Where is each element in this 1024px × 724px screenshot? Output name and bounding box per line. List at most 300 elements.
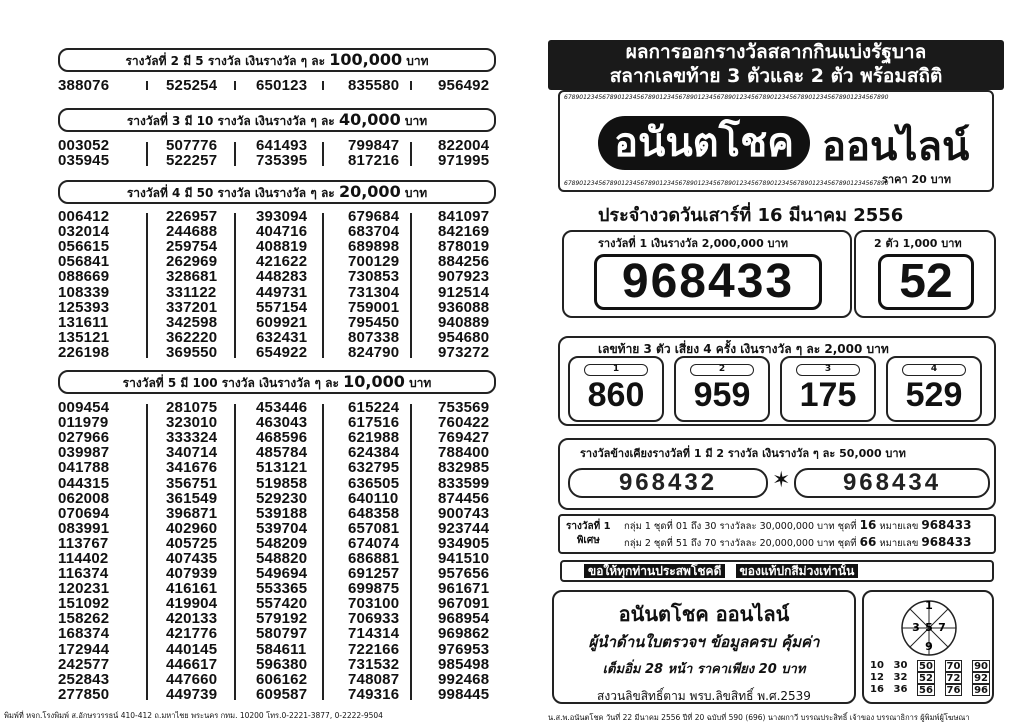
lottery-number: 323010 [166, 414, 218, 432]
stat-wheel [894, 596, 964, 658]
number-row [58, 687, 498, 702]
lottery-number: 936088 [438, 298, 490, 316]
lottery-number: 650123 [256, 77, 308, 95]
lottery-number: 108339 [58, 283, 110, 301]
ad-line-1: อนันตโชค ออนไลน์ [618, 602, 790, 626]
lottery-number: 961671 [438, 580, 490, 598]
lottery-number: 056841 [58, 253, 110, 271]
lottery-number: 795450 [348, 313, 400, 331]
lottery-number: 973272 [438, 343, 490, 361]
lottery-number: 158262 [58, 610, 110, 628]
number-row [58, 400, 498, 415]
column-divider [234, 404, 236, 700]
lottery-number: 640110 [348, 489, 399, 507]
lottery-number: 632431 [256, 328, 308, 346]
lottery-number: 884256 [438, 253, 490, 271]
stat-number: 72 [946, 673, 961, 684]
lottery-number: 116374 [58, 565, 109, 583]
stat-number: 10 [870, 660, 884, 671]
column-divider [322, 81, 324, 90]
number-row [58, 430, 498, 445]
column-divider [410, 404, 412, 700]
lottery-number: 735395 [256, 152, 308, 170]
stat-number: 50 [919, 661, 933, 672]
number-row [58, 475, 498, 490]
lottery-number: 759001 [348, 298, 400, 316]
lottery-number: 691257 [348, 565, 400, 583]
prize3-numbers [58, 138, 498, 168]
draw-tag: 3 [796, 364, 860, 376]
lottery-number: 749316 [348, 685, 400, 703]
two-digit-label: 2 ตัว 1,000 บาท [874, 237, 962, 250]
lottery-number: 402960 [166, 519, 218, 537]
special-row-2-text: กลุ่ม 2 ชุดที่ 51 ถึง 70 รางวัลละ 20,000,000 บาท ชุดที่ [624, 538, 857, 549]
near-prize-label: รางวัลข้างเคียงรางวัลที่ 1 มี 2 รางวัล เงินรางวัล ๆ ละ 50,000 บาท [580, 447, 906, 460]
lottery-number: 419904 [166, 595, 218, 613]
column-divider [322, 404, 324, 700]
wheel-digit: 3 [912, 621, 920, 634]
special-prize-box [558, 514, 996, 554]
lottery-number: 114402 [58, 549, 109, 567]
digit-strip-top: 6789012345678901234567890123456789012345678901234567890123456789012345678901234567890 [564, 94, 889, 101]
lottery-number: 657081 [348, 519, 400, 537]
stat-row [870, 672, 990, 684]
stat-number: 12 [870, 672, 884, 683]
special-row-1-number: 968433 [921, 518, 972, 532]
prize2-amount: 100,000 [329, 50, 403, 69]
lottery-number: 617516 [348, 414, 400, 432]
lottery-number: 700129 [348, 253, 400, 271]
number-row [58, 315, 498, 330]
lottery-number: 044315 [58, 474, 110, 492]
stat-number: 16 [870, 684, 884, 695]
lottery-number: 954680 [438, 328, 490, 346]
lottery-number: 448283 [256, 268, 308, 286]
lottery-number: 557420 [256, 595, 308, 613]
lottery-number: 842169 [438, 223, 490, 241]
lottery-number: 041788 [58, 459, 110, 477]
lottery-number: 992468 [438, 670, 490, 688]
lottery-number: 281075 [166, 399, 218, 417]
prize4-unit: บาท [404, 186, 428, 200]
lottery-number: 833599 [438, 474, 490, 492]
lottery-number: 841097 [438, 208, 490, 226]
prize3-amount: 40,000 [338, 110, 401, 129]
lottery-number: 714314 [348, 625, 400, 643]
lottery-number: 421776 [166, 625, 218, 643]
lottery-number: 388076 [58, 77, 110, 95]
digit-strip-bottom: 6789012345678901234567890123456789012345678901234567890123456789012345678901234567890 [564, 180, 889, 187]
lottery-number: 624384 [348, 444, 400, 462]
lottery-number: 447660 [166, 670, 218, 688]
lottery-number: 032014 [58, 223, 110, 241]
special-row-1-set: 16 [859, 518, 877, 532]
lottery-number: 027966 [58, 429, 110, 447]
brand-logo: อนันตโชค [598, 116, 810, 170]
lottery-number: 056615 [58, 238, 110, 256]
number-row [58, 460, 498, 475]
stat-number: 76 [946, 685, 961, 696]
lottery-number: 557154 [256, 298, 308, 316]
column-divider [322, 213, 324, 358]
column-divider [234, 142, 236, 166]
number-row [58, 78, 498, 93]
banner-line-1: ผลการออกรางวัลสลากกินแบ่งรัฐบาล [625, 41, 927, 63]
lottery-number: 449739 [166, 685, 218, 703]
brand-online: ออนไลน์ [822, 124, 970, 170]
lottery-number: 553365 [256, 580, 308, 598]
draw-date: ประจำงวดวันเสาร์ที่ 16 มีนาคม 2556 [598, 205, 904, 226]
lottery-number: 967091 [438, 595, 490, 613]
lottery-number: 609587 [256, 685, 308, 703]
lottery-number: 440145 [166, 640, 218, 658]
lottery-number: 976953 [438, 640, 490, 658]
number-row [58, 209, 498, 224]
stat-number: 96 [974, 685, 988, 696]
prize4-header-text: รางวัลที่ 4 มี 50 รางวัล เงินรางวัล ๆ ละ [126, 186, 335, 200]
lottery-number: 125393 [58, 298, 110, 316]
two-digit-number: 52 [878, 254, 974, 310]
lottery-number: 706933 [348, 610, 400, 628]
lottery-number: 956492 [438, 77, 490, 95]
lottery-number: 003052 [58, 137, 110, 155]
lottery-number: 011979 [58, 414, 109, 432]
lottery-number: 513121 [256, 459, 308, 477]
three-digit-box [558, 336, 996, 426]
stat-grid-box [862, 590, 994, 704]
lottery-number: 606162 [256, 670, 308, 688]
lottery-number: 393094 [256, 208, 308, 226]
draw-tag: 1 [584, 364, 648, 376]
lottery-number: 832985 [438, 459, 490, 477]
column-divider [410, 142, 412, 166]
number-row [58, 224, 498, 239]
lottery-number: 507776 [166, 137, 218, 155]
number-row [58, 626, 498, 641]
three-digit-draw [886, 356, 982, 422]
lottery-number: 083991 [58, 519, 110, 537]
lottery-number: 361549 [166, 489, 218, 507]
wheel-digit: 9 [925, 640, 933, 653]
special-prize-label [566, 520, 611, 548]
number-row [58, 611, 498, 626]
first-prize-number: 968433 [594, 254, 822, 310]
price-label: ราคา 20 บาท [882, 173, 951, 186]
prize2-header-text: รางวัลที่ 2 มี 5 รางวัล เงินรางวัล ๆ ละ [125, 54, 326, 68]
banner-line-2: สลากเลขท้าย 3 ตัวและ 2 ตัว พร้อมสถิติ [609, 65, 943, 87]
lottery-number: 416161 [166, 580, 218, 598]
lottery-number: 686881 [348, 549, 400, 567]
lottery-number: 998445 [438, 685, 490, 703]
number-row [58, 506, 498, 521]
lottery-number: 788400 [438, 444, 490, 462]
lottery-number: 522257 [166, 152, 218, 170]
lottery-number: 912514 [438, 283, 490, 301]
lottery-number: 120231 [58, 580, 110, 598]
lottery-number: 703100 [348, 595, 400, 613]
draw-value: 860 [587, 376, 645, 414]
number-row [58, 239, 498, 254]
special-row-2-number: 968433 [921, 535, 972, 549]
lottery-number: 641493 [256, 137, 308, 155]
number-row [58, 330, 498, 345]
prize3-header-text: รางวัลที่ 3 มี 10 รางวัล เงินรางวัล ๆ ละ [126, 114, 335, 128]
number-row [58, 138, 498, 153]
prize3-unit: บาท [404, 114, 428, 128]
lottery-number: 407435 [166, 549, 218, 567]
lottery-number: 579192 [256, 610, 308, 628]
lottery-number: 934905 [438, 534, 490, 552]
lottery-number: 405725 [166, 534, 218, 552]
prize4-header [58, 180, 496, 204]
lottery-number: 817216 [348, 152, 400, 170]
stat-number: 32 [893, 672, 908, 683]
column-divider [234, 213, 236, 358]
special-row-1-num-label: หมายเลข [879, 521, 919, 532]
column-divider [322, 142, 324, 166]
number-row [58, 345, 498, 360]
lottery-number: 632795 [348, 459, 400, 477]
lottery-number: 131611 [58, 313, 109, 331]
number-row [58, 153, 498, 168]
special-row-1 [624, 518, 971, 534]
lottery-number: 957656 [438, 565, 490, 583]
column-divider [410, 81, 412, 90]
lottery-number: 985498 [438, 655, 490, 673]
column-divider [234, 81, 236, 90]
lottery-number: 421622 [256, 253, 308, 271]
lottery-number: 654922 [256, 343, 308, 361]
stat-number: 70 [946, 661, 961, 672]
number-row [58, 657, 498, 672]
near-prize-right: 968434 [794, 468, 990, 498]
wheel-digit: 1 [925, 599, 933, 612]
number-row [58, 445, 498, 460]
column-divider [146, 404, 148, 700]
number-row [58, 551, 498, 566]
lottery-number: 971995 [438, 152, 490, 170]
lottery-number: 799847 [348, 137, 400, 155]
lottery-number: 648358 [348, 504, 400, 522]
lottery-number: 337201 [166, 298, 218, 316]
ad-line-3: เต็มอิ่ม 28 หน้า ราคาเพียง 20 บาท [602, 662, 806, 677]
number-row [58, 581, 498, 596]
lottery-number: 035945 [58, 152, 110, 170]
lottery-number: 878019 [438, 238, 490, 256]
lottery-number: 683704 [348, 223, 400, 241]
first-prize-label: รางวัลที่ 1 เงินรางวัล 2,000,000 บาท [598, 237, 788, 250]
prize3-header [58, 108, 496, 132]
stat-row [870, 660, 990, 672]
number-row [58, 491, 498, 506]
lottery-number: 262969 [166, 253, 218, 271]
lottery-number: 151092 [58, 595, 110, 613]
lottery-number: 244688 [166, 223, 218, 241]
lottery-number: 621988 [348, 429, 400, 447]
special-row-2 [624, 535, 971, 551]
number-row [58, 521, 498, 536]
lottery-number: 822004 [438, 137, 490, 155]
lottery-number: 539704 [256, 519, 308, 537]
lottery-number: 331122 [166, 283, 217, 301]
lottery-number: 168374 [58, 625, 110, 643]
lottery-number: 731532 [348, 655, 400, 673]
stat-row [870, 684, 990, 696]
three-digit-draw [674, 356, 770, 422]
lottery-number: 009454 [58, 399, 110, 417]
special-row-1-text: กลุ่ม 1 ชุดที่ 01 ถึง 30 รางวัลละ 30,000,000 บาท ชุดที่ [624, 521, 857, 532]
prize5-numbers [58, 400, 498, 702]
lottery-number: 226198 [58, 343, 110, 361]
lottery-number: 760422 [438, 414, 490, 432]
lottery-number: 609921 [256, 313, 308, 331]
lottery-number: 328681 [166, 268, 218, 286]
column-divider [410, 213, 412, 358]
number-row [58, 566, 498, 581]
logo-box [558, 90, 994, 192]
special-label-line-1: รางวัลที่ 1 [566, 521, 611, 532]
stat-grid-numbers [870, 660, 990, 696]
lottery-number: 731304 [348, 283, 400, 301]
three-digit-label: เลขท้าย 3 ตัว เสี่ยง 4 ครั้ง เงินรางวัล ๆ ละ 2,000 บาท [598, 342, 889, 356]
number-row [58, 536, 498, 551]
number-row [58, 254, 498, 269]
lottery-number: 549694 [256, 565, 308, 583]
lottery-number: 636505 [348, 474, 400, 492]
prize2-numbers [58, 78, 498, 93]
lottery-number: 396871 [166, 504, 218, 522]
stat-number: 56 [919, 685, 933, 696]
number-row [58, 596, 498, 611]
right-page [548, 40, 1004, 710]
lottery-number: 539188 [256, 504, 308, 522]
number-row [58, 269, 498, 284]
prize2-header [58, 48, 496, 72]
lottery-number: 525254 [166, 77, 218, 95]
lottery-number: 923744 [438, 519, 490, 537]
number-row [58, 284, 498, 299]
lottery-number: 807338 [348, 328, 400, 346]
lottery-number: 769427 [438, 429, 490, 447]
ad-box [552, 590, 856, 704]
lottery-number: 404716 [256, 223, 308, 241]
lottery-number: 753569 [438, 399, 490, 417]
prize4-numbers [58, 209, 498, 360]
lottery-number: 362220 [166, 328, 218, 346]
lottery-number: 548209 [256, 534, 308, 552]
slogan-note: ของแท้ปกสีม่วงเท่านั้น [736, 564, 859, 578]
three-digit-draw [780, 356, 876, 422]
lottery-number: 369550 [166, 343, 218, 361]
column-divider [146, 142, 148, 166]
wheel-digit: 7 [938, 621, 946, 634]
lottery-number: 940889 [438, 313, 490, 331]
lottery-number: 674074 [348, 534, 400, 552]
slogan-main: ขอให้ทุกท่านประสพโชคดี [584, 564, 725, 578]
column-divider [146, 81, 148, 90]
lottery-number: 446617 [166, 655, 218, 673]
stat-number: 52 [919, 673, 933, 684]
stat-number: 92 [974, 673, 988, 684]
number-row [58, 672, 498, 687]
prize2-unit: บาท [406, 54, 429, 68]
lottery-number: 615224 [348, 399, 400, 417]
draw-value: 175 [799, 376, 857, 414]
lottery-number: 340714 [166, 444, 218, 462]
first-prize-box [562, 230, 852, 318]
lottery-number: 835580 [348, 77, 400, 95]
lottery-number: 172944 [58, 640, 110, 658]
prize5-amount: 10,000 [343, 372, 405, 391]
lottery-number: 342598 [166, 313, 218, 331]
lottery-number: 333324 [166, 429, 218, 447]
lottery-number: 824790 [348, 343, 400, 361]
lottery-number: 941510 [438, 549, 490, 567]
prize4-amount: 20,000 [338, 182, 401, 201]
two-digit-box [854, 230, 996, 318]
draw-value: 529 [905, 376, 963, 414]
lottery-number: 420133 [166, 610, 218, 628]
lottery-number: 453446 [256, 399, 308, 417]
lottery-number: 485784 [256, 444, 308, 462]
wheel-digit: 5 [925, 621, 933, 634]
lottery-number: 408819 [256, 238, 308, 256]
special-row-2-set: 66 [859, 535, 877, 549]
draw-value: 959 [693, 376, 751, 414]
lottery-number: 252843 [58, 670, 110, 688]
near-prize-box [558, 438, 996, 510]
draw-tag: 2 [690, 364, 754, 376]
lottery-number: 596380 [256, 655, 308, 673]
stat-number: 90 [974, 661, 988, 672]
number-row [58, 415, 498, 430]
lottery-number: 730853 [348, 268, 400, 286]
lottery-number: 907923 [438, 268, 490, 286]
lottery-number: 006412 [58, 208, 110, 226]
lottery-number: 449731 [256, 283, 308, 301]
number-row [58, 642, 498, 657]
stat-number: 36 [893, 684, 908, 695]
prize5-unit: บาท [409, 376, 432, 390]
lottery-number: 968954 [438, 610, 490, 628]
lottery-number: 135121 [58, 328, 110, 346]
lottery-number: 356751 [166, 474, 218, 492]
lottery-number: 113767 [58, 534, 109, 552]
draw-tag: 4 [902, 364, 966, 376]
lottery-number: 468596 [256, 429, 308, 447]
results-banner [548, 40, 1004, 90]
prize5-header [58, 370, 496, 394]
printer-footer: พิมพ์ที่ หจก.โรงพิมพ์ ส.อักษรวรรธน์ 410-412 ถ.มหาไชย พระนคร กทม. 10200 โทร.0-2221-3877, 0-2222-9504 [4, 711, 383, 720]
lottery-number: 062008 [58, 489, 110, 507]
lottery-number: 259754 [166, 238, 218, 256]
column-divider [146, 213, 148, 358]
lottery-number: 341676 [166, 459, 218, 477]
lottery-number: 748087 [348, 670, 400, 688]
special-row-2-num-label: หมายเลข [879, 538, 919, 549]
lottery-number: 548820 [256, 549, 308, 567]
lottery-number: 699875 [348, 580, 400, 598]
lottery-number: 529230 [256, 489, 308, 507]
ad-line-2: ผู้นำด้านใบตรวจฯ ข้อมูลครบ คุ้มค่า [588, 633, 820, 651]
slogan-bar [560, 560, 994, 582]
star-icon: ✶ [772, 468, 791, 493]
special-label-line-2: พิเศษ [576, 535, 600, 546]
lottery-number: 277850 [58, 685, 110, 703]
lottery-number: 407939 [166, 565, 218, 583]
near-prize-left: 968432 [568, 468, 768, 498]
publisher-footer: น.ส.พ.อนันตโชค วันที่ 22 มีนาคม 2556 ปีที่ 20 ฉบับที่ 590 (696) นางผกาวี บรรณประสิทธิ์ เจ้าของ บรรณาธิการ ผู้พิมพ์ผู้โฆษณา [548, 713, 970, 722]
